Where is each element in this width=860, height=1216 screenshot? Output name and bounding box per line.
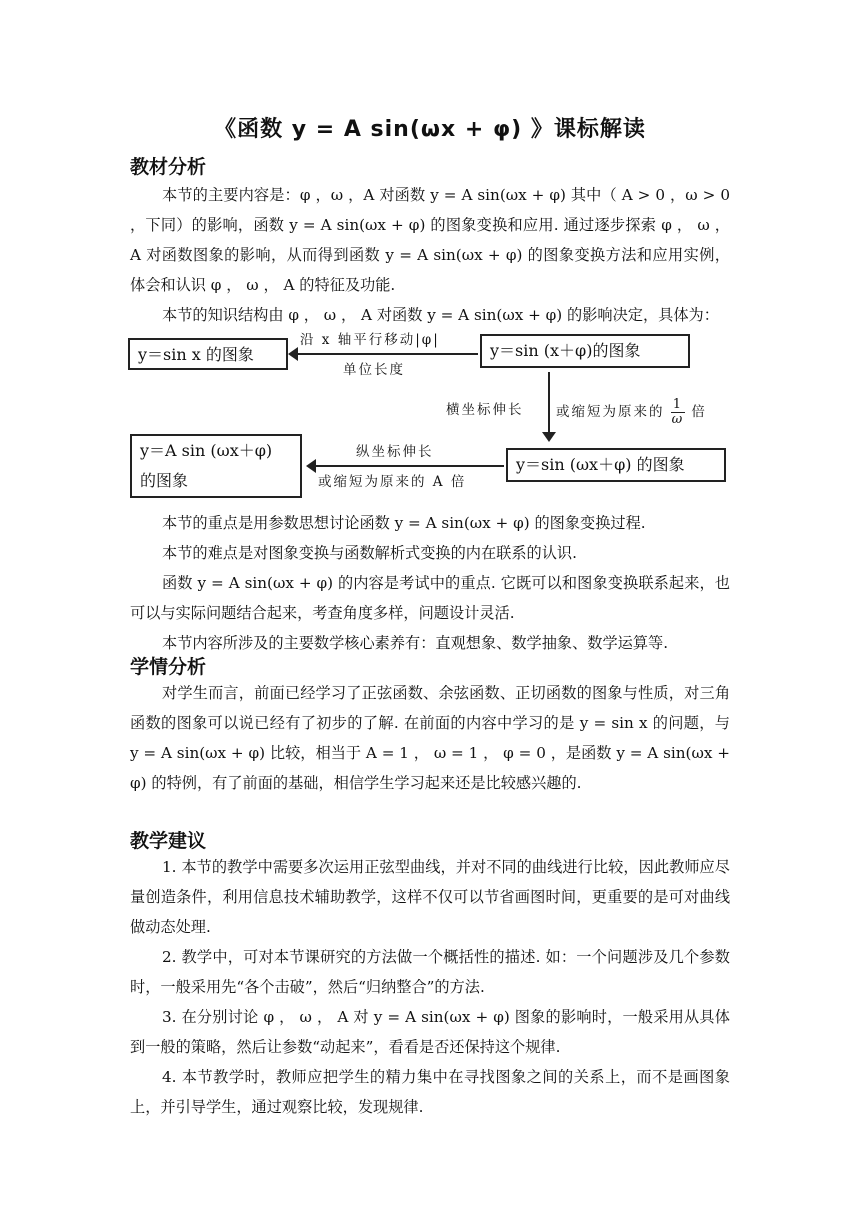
- section-textbook-analysis-body-2: [130, 508, 730, 658]
- label-amp-bottom: 或缩短为原来的 A 倍: [318, 474, 467, 490]
- paragraph: 1. 本节的教学中需要多次运用正弦型曲线，并对不同的曲线进行比较，因此教师应尽量创造条件，利用信息技术辅助教学，这样不仅可以节省画图时间，更重要的是可对曲线做动态处理.: [130, 858, 730, 936]
- box-shift-graph: y＝sin (x＋φ)的图象: [480, 334, 690, 368]
- label-shift-top: 沿 x 轴平行移动|φ|: [300, 332, 440, 348]
- arrow-head-icon: [542, 432, 556, 442]
- label-vertical-text: 或缩短为原来的: [556, 404, 665, 420]
- section-heading-textbook-analysis: 教材分析: [130, 156, 207, 178]
- paragraph: 3. 在分别讨论 φ ， ω ， A 对 y = A sin(ωx + φ) 图象的影响时，一般采用从具体到一般的策略，然后让参数“动起来”，看看是否还保持这个规律.: [130, 1008, 730, 1056]
- box-sinx-graph: y＝sin x 的图象: [128, 338, 288, 370]
- arrow-line: [296, 353, 478, 355]
- box-omega-graph: y＝sin (ωx＋φ) 的图象: [506, 448, 726, 482]
- label-vertical-right: [556, 398, 707, 427]
- paragraph: 本节的主要内容是：φ ，ω ，A 对函数 y = A sin(ωx + φ) 其中（ A > 0 ，ω > 0 ，下同）的影响，函数 y = A sin(ωx + φ) 的图象变换和应用. 通过逐步探索 φ ， ω ，A 对函数图象的影响，从而得到函数 y = A sin(ωx + φ) 的图象变换方法和应用实例，体会和认识 φ ， ω ， A 的特征及功能.: [130, 186, 730, 294]
- section-heading-student-analysis: 学情分析: [130, 656, 207, 678]
- label-vertical-left: 横坐标伸长: [446, 402, 524, 418]
- box-final-line2: 的图象: [140, 471, 189, 490]
- arrow-line: [314, 465, 504, 467]
- label-amp-top: 纵坐标伸长: [356, 444, 434, 460]
- section-teaching-suggestions-body: [130, 852, 730, 1122]
- paragraph: 本节的难点是对图象变换与函数解析式变换的内在联系的认识.: [162, 544, 577, 562]
- section-heading-teaching-suggestions: 教学建议: [130, 830, 207, 852]
- fraction-denominator: ω: [671, 412, 685, 427]
- arrow-line: [548, 372, 550, 436]
- fraction: [671, 398, 685, 427]
- arrow-head-icon: [306, 459, 316, 473]
- paragraph: 对学生而言，前面已经学习了正弦函数、余弦函数、正切函数的图象与性质，对三角函数的图象可以说已经有了初步的了解. 在前面的内容中学习的是 y = sin x 的问题，与 y = A sin(ωx + φ) 比较，相当于 A = 1 ， ω = 1 ， φ = 0 ，是函数 y = A sin(ωx + φ) 的特例，有了前面的基础，相信学生学习起来还是比较感兴趣的.: [130, 684, 730, 792]
- document-title: 《函数 y = A sin(ωx + φ) 》课标解读: [214, 117, 646, 142]
- paragraph: 本节内容所涉及的主要数学核心素养有：直观想象、数学抽象、数学运算等.: [162, 634, 669, 652]
- transformation-diagram: [128, 328, 732, 500]
- section-student-analysis-body: [130, 678, 730, 798]
- paragraph: 函数 y = A sin(ωx + φ) 的内容是考试中的重点. 它既可以和图象变换联系起来，也可以与实际问题结合起来，考查角度多样，问题设计灵活.: [130, 574, 730, 622]
- section-textbook-analysis-body: [130, 180, 730, 330]
- fraction-numerator: 1: [672, 397, 684, 412]
- box-final-graph: [130, 434, 302, 498]
- paragraph: 2. 教学中，可对本节课研究的方法做一个概括性的描述. 如：一个问题涉及几个参数时，一般采用先“各个击破”，然后“归纳整合”的方法.: [130, 948, 730, 996]
- arrow-head-icon: [288, 347, 298, 361]
- paragraph: 本节的重点是用参数思想讨论函数 y = A sin(ωx + φ) 的图象变换过程.: [162, 514, 646, 532]
- paragraph: 4. 本节教学时，教师应把学生的精力集中在寻找图象之间的关系上，而不是画图象上，并引导学生，通过观察比较，发现规律.: [130, 1068, 730, 1116]
- label-vertical-suffix: 倍: [691, 404, 707, 420]
- label-shift-bottom: 单位长度: [343, 362, 405, 378]
- paragraph: 本节的知识结构由 φ ， ω ， A 对函数 y = A sin(ωx + φ) 的影响决定，具体为：: [162, 306, 719, 324]
- box-final-line1: y＝A sin (ωx＋φ): [140, 441, 273, 460]
